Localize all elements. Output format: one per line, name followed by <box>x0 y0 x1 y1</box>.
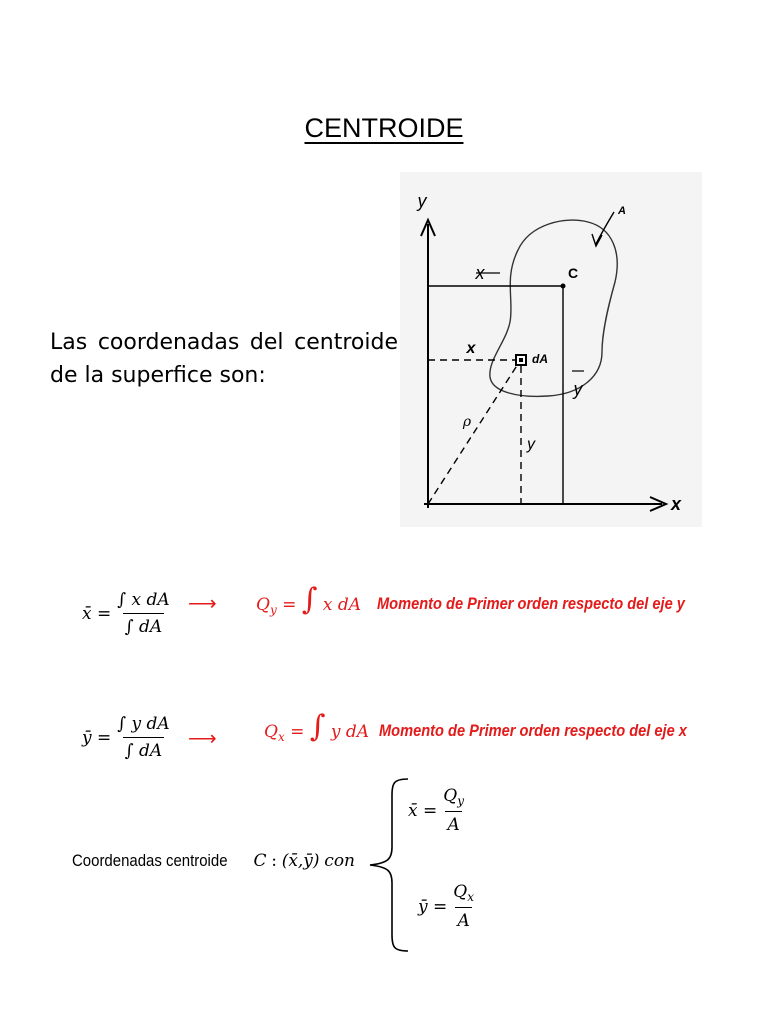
coord-label: Coordenadas centroide <box>72 851 228 870</box>
xbar-result: x̄ = $\frac{Q_y}{A}$ <box>408 786 464 835</box>
coord-tuple: (x̄,ȳ) <box>281 851 320 871</box>
y-axis-label: y <box>417 191 427 211</box>
coord-connector: con <box>324 851 356 871</box>
xbar-result-fraction: $\frac{Q_y}{A}$ <box>443 786 464 835</box>
figure-background <box>400 172 702 527</box>
qx-equation: $Q_x$ = ∫ y dA <box>264 709 369 744</box>
xbar-denominator: ∫ dA <box>123 613 164 637</box>
qx-description: Momento de Primer orden respecto del eje x <box>379 721 687 740</box>
ybar-equation <box>82 714 172 761</box>
coord-point: C <box>253 851 267 871</box>
xbar-lhs: x̄ = <box>82 603 112 624</box>
ybar-label: y <box>573 379 583 399</box>
centroid-point <box>561 284 566 289</box>
area-label: A <box>618 205 626 217</box>
xbar-label: x <box>475 263 485 283</box>
ybar-arrow: ⟶ <box>188 728 217 750</box>
coord-colon: : <box>271 851 277 871</box>
rho-label: ρ <box>462 414 472 430</box>
intro-text: Las coordenadas del centroide de la superfice son: <box>50 330 398 388</box>
qy-equation: $Q_y$ = ∫ x dA <box>256 582 361 617</box>
element-label: dA <box>532 352 548 366</box>
xbar-arrow: ⟶ <box>188 593 217 615</box>
page-title: CENTROIDE <box>304 113 464 143</box>
ybar-fraction <box>115 714 171 761</box>
xbar-equation <box>82 590 172 637</box>
centroid-coordinates <box>72 851 355 871</box>
xbar-numerator: ∫ x dA <box>117 590 170 610</box>
ybar-denominator: ∫ dA <box>123 737 164 761</box>
x-label: x <box>466 340 476 357</box>
ybar-lhs: ȳ = <box>82 727 112 748</box>
centroid-diagram <box>400 172 702 527</box>
ybar-result-fraction: $\frac{Q_x}{A}$ <box>453 882 474 931</box>
centroid-label: C <box>567 265 579 281</box>
x-axis-label: x <box>670 494 682 514</box>
xbar-fraction <box>115 590 171 637</box>
ybar-result: ȳ = $\frac{Q_x}{A}$ <box>418 882 474 931</box>
y-label: y <box>527 436 535 453</box>
qy-description: Momento de Primer orden respecto del eje y <box>377 594 685 613</box>
left-brace <box>366 777 410 953</box>
ybar-numerator: ∫ y dA <box>117 714 170 734</box>
